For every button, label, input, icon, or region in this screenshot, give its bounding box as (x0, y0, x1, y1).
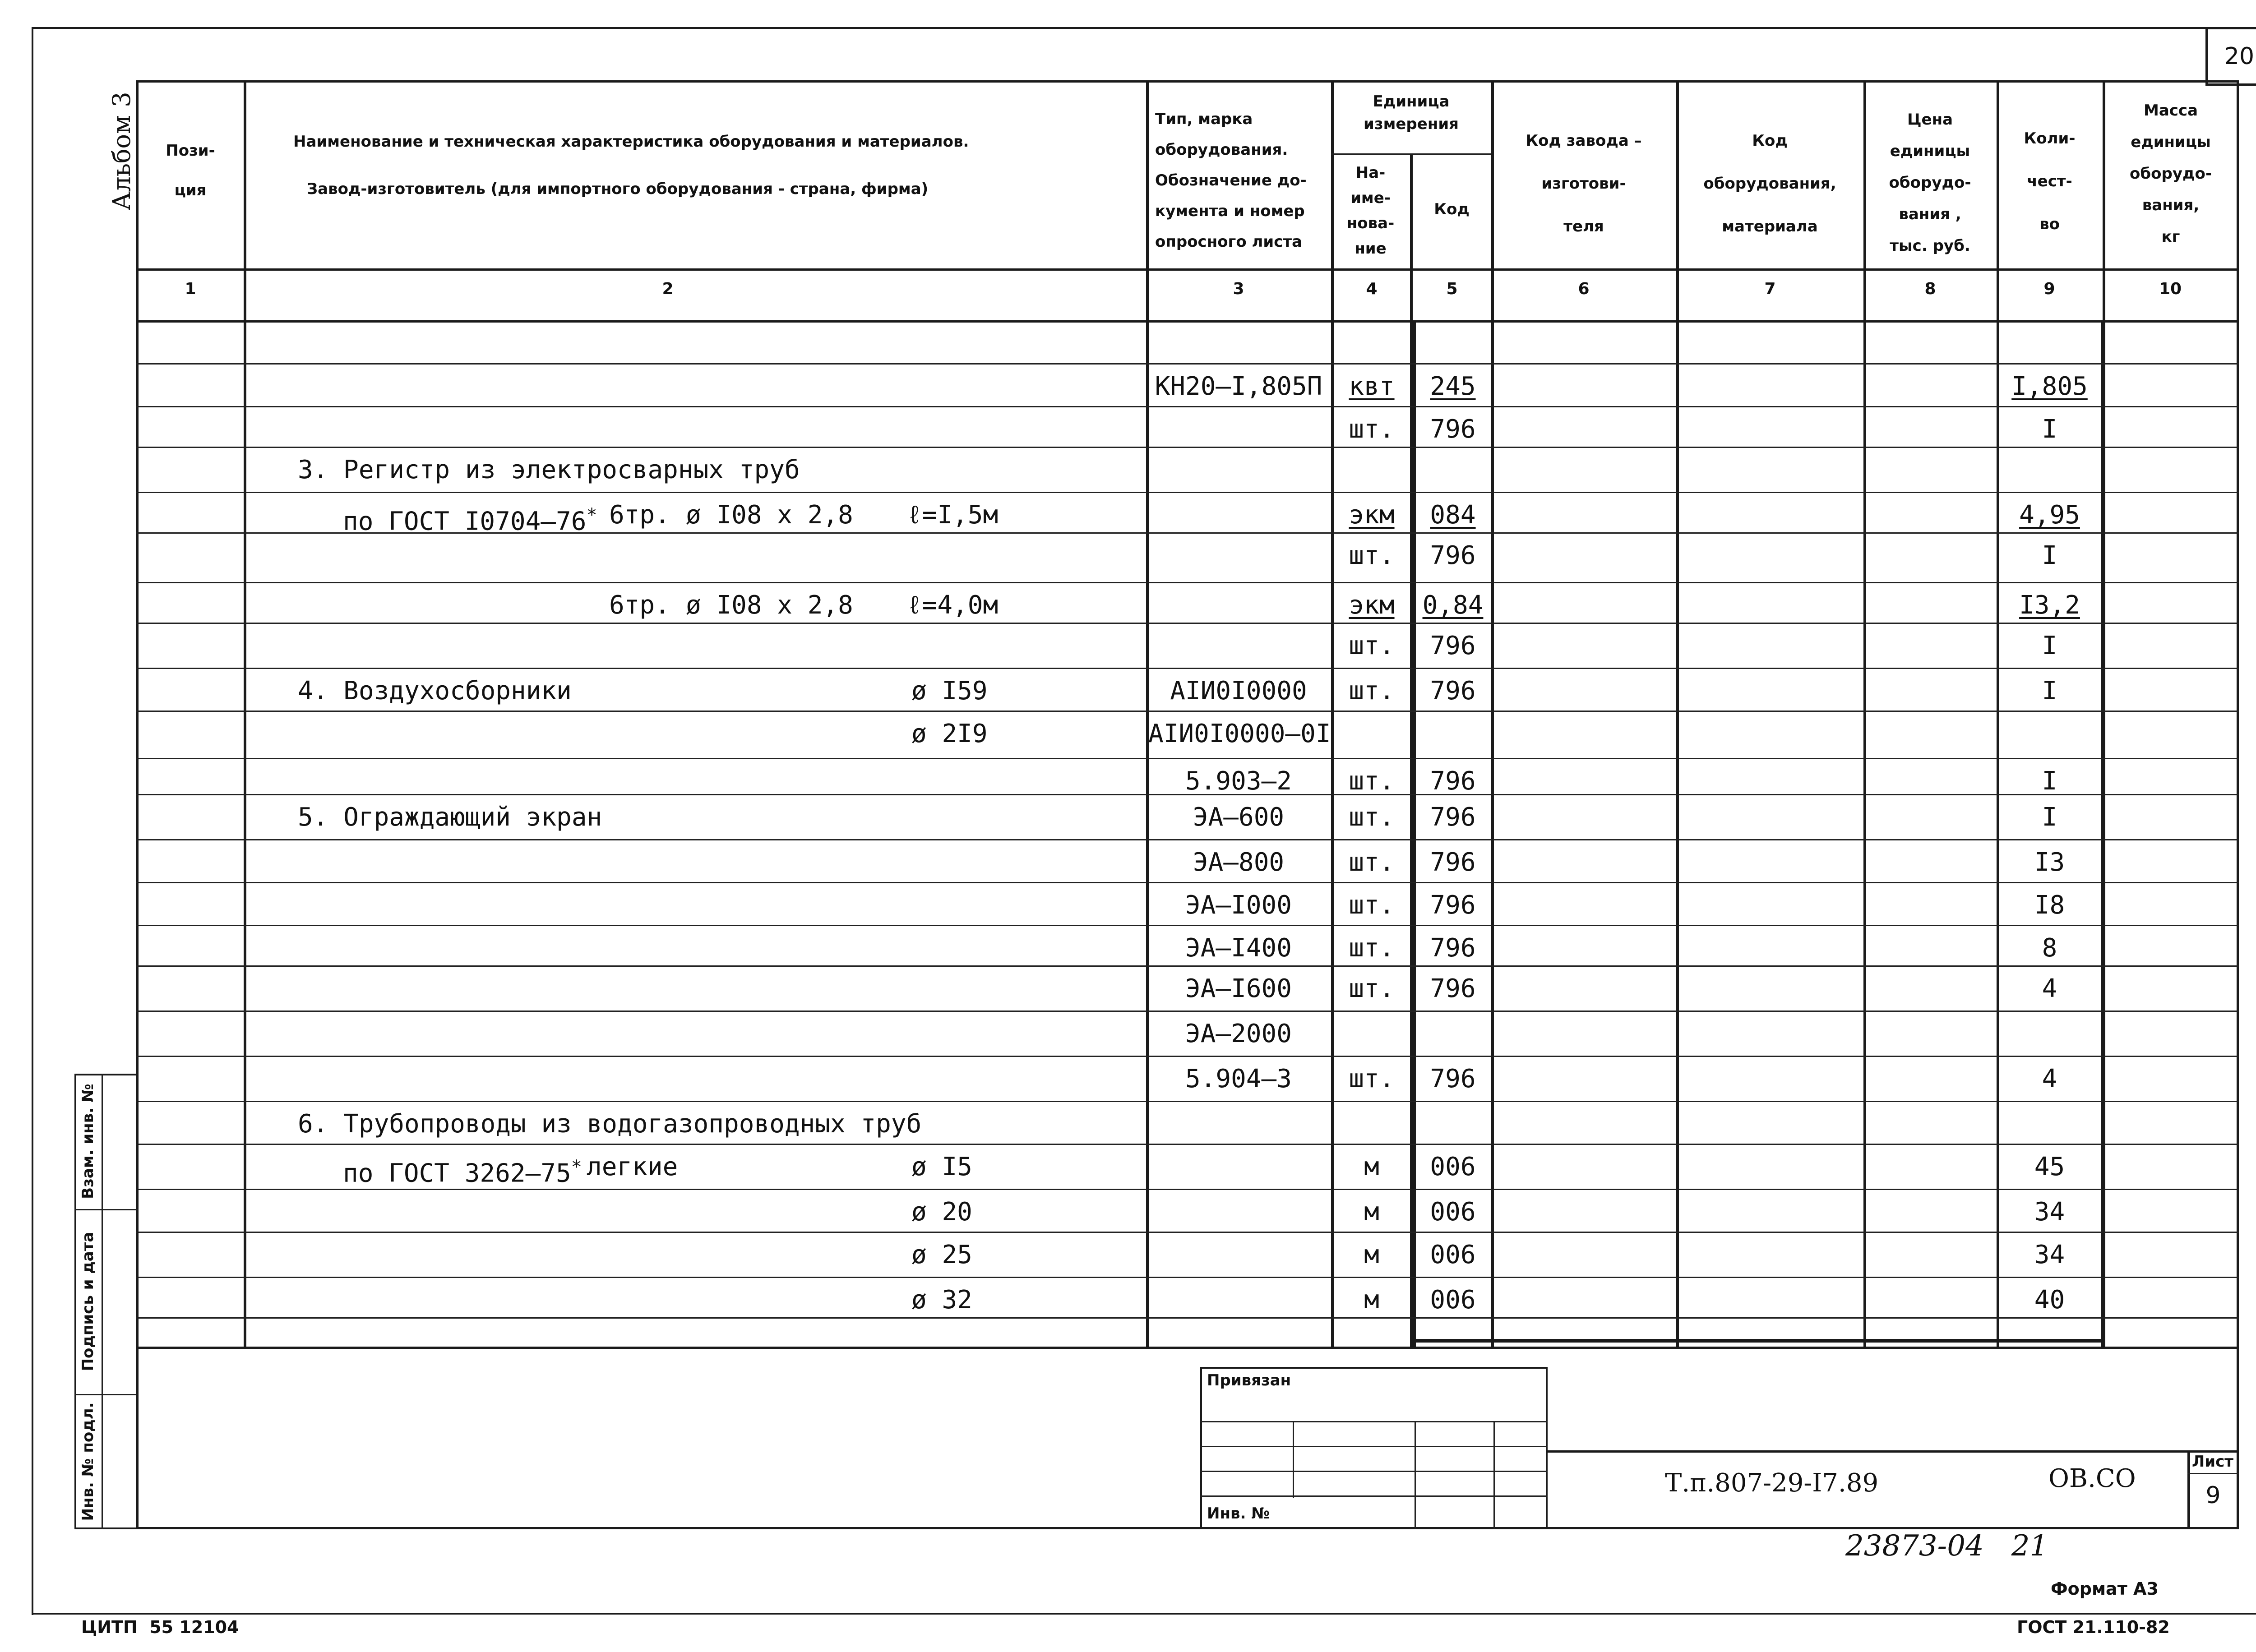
unit-cell: шт. (1349, 631, 1395, 660)
diameter-icon: ø (911, 1152, 942, 1181)
item-name-text: по ГОСТ I0704–76 (343, 507, 587, 536)
privyazan-line-3 (1200, 1471, 1548, 1472)
diameter-icon: ø (911, 1285, 942, 1315)
colnum-9: 9 (2043, 280, 2055, 298)
unit-code-cell: 006 (1430, 1197, 1476, 1227)
quantity-cell: I (2042, 631, 2057, 660)
unit-code-cell: 796 (1430, 415, 1476, 444)
unit-cell: шт. (1349, 676, 1395, 706)
diameter-cell (686, 591, 889, 620)
item-name-text: по ГОСТ 3262–75 (343, 1158, 571, 1188)
side-label-inv: Инв. № подл. (79, 1402, 97, 1521)
row-line (136, 447, 2239, 448)
stamp-frame (136, 1347, 2239, 1529)
unit-cell: м (1364, 1152, 1379, 1181)
col-div-5 (1491, 80, 1494, 1349)
gost-label: ГОСТ 21.110-82 (2017, 1617, 2170, 1637)
unit-code-cell: 796 (1430, 933, 1476, 963)
diameter-cell (911, 1286, 1114, 1315)
header-unit-name: На- име- нова- ние (1346, 164, 1395, 258)
unit-cell: шт. (1349, 766, 1395, 796)
album-label: Альбом 3 (107, 92, 136, 211)
unit-code-cell: 796 (1430, 631, 1476, 660)
unit-code-cell: 796 (1430, 676, 1476, 706)
row-line (136, 711, 2239, 712)
code-col-bold (1412, 320, 1416, 1349)
title-top (1548, 1450, 2239, 1453)
colnum-5: 5 (1446, 280, 1458, 298)
row-line (136, 406, 2239, 407)
sheet-label-line (2187, 1473, 2239, 1474)
unit-cell: шт. (1349, 974, 1395, 1003)
item-name: 4. Воздухосборники (298, 676, 572, 706)
quantity-cell: I (2042, 415, 2057, 444)
type-cell: ЭА–600 (1193, 803, 1285, 832)
unit-cell: квт (1349, 372, 1395, 401)
unit-code-cell: 796 (1430, 848, 1476, 877)
diameter-value: 2I9 (942, 719, 988, 748)
row-line (136, 1101, 2239, 1102)
row-line (136, 1277, 2239, 1278)
privyazan-line-2 (1200, 1446, 1548, 1447)
diameter-value: 32 (942, 1285, 972, 1315)
unit-cell: шт. (1349, 1064, 1395, 1094)
colnum-1: 1 (185, 280, 196, 298)
item-name: легкие (587, 1152, 678, 1181)
side-label-vzam: Взам. инв. № (79, 1084, 97, 1199)
header-factory-code: Код завода – изготови- теля (1526, 132, 1642, 235)
unit-code-cell: 006 (1430, 1240, 1476, 1269)
diameter-icon: ø (911, 676, 942, 706)
side-div-v (102, 1074, 103, 1529)
unit-cell: экм (1349, 591, 1395, 620)
unit-code-cell: 796 (1430, 541, 1476, 570)
quantity-cell: I3,2 (2019, 591, 2080, 620)
revision-mark: * (586, 505, 597, 526)
diameter-value: I08 х 2,8 (716, 500, 853, 530)
diameter-icon: ø (686, 591, 717, 620)
handwritten-number: 23873-04 21 (1845, 1529, 2048, 1563)
quantity-cell: 4 (2042, 1064, 2057, 1094)
diameter-cell (911, 1198, 1114, 1227)
row-line (136, 1144, 2239, 1145)
header-pos: Пози- ция (166, 142, 215, 199)
header-unit-group: Единица измерения (1364, 92, 1459, 133)
unit-group-divider (1331, 153, 1491, 155)
colnum-6: 6 (1578, 280, 1590, 298)
unit-cell: шт. (1349, 541, 1395, 570)
inv-no-label: Инв. № (1207, 1504, 1270, 1523)
unit-code-cell: 006 (1430, 1285, 1476, 1315)
header-mass: Масса единицы оборудо- вания, кг (2130, 102, 2212, 246)
doc-designation: Т.п.807-29-I7.89 (1665, 1468, 1879, 1498)
item-name: 3. Регистр из электросварных труб (298, 455, 800, 485)
unit-code-cell: 0,84 (1422, 591, 1484, 620)
printer-label: ЦИТП 55 12104 (81, 1617, 239, 1637)
type-cell: ЭА–2000 (1185, 1019, 1292, 1048)
diameter-value: I59 (942, 676, 988, 706)
unit-code-cell: 084 (1430, 500, 1476, 530)
diameter-cell (686, 501, 889, 530)
header-price: Цена единицы оборудо- вания , тыс. руб. (1889, 111, 1971, 255)
frame-top (32, 27, 2206, 29)
row-line (136, 623, 2239, 624)
diameter-cell (911, 720, 1114, 748)
header-bottom (136, 268, 2239, 271)
row-line (136, 839, 2239, 840)
quantity-cell: I,805 (2011, 372, 2088, 401)
diameter-icon: ø (911, 1240, 942, 1269)
header-name-line1: Наименование и техническая характеристика оборудования и материалов. (293, 133, 969, 151)
length-cell: ℓ=4,0м (907, 591, 999, 620)
frame-bottom (32, 1613, 2256, 1615)
colnum-7: 7 (1764, 280, 1776, 298)
diameter-value: 20 (942, 1197, 972, 1227)
unit-code-cell: 006 (1430, 1152, 1476, 1181)
col-div-1 (244, 80, 246, 1349)
format-label: Формат А3 (2051, 1579, 2159, 1599)
revision-mark: * (571, 1157, 582, 1177)
col-div-2 (1146, 80, 1149, 1349)
quantity-cell: I3 (2034, 848, 2065, 877)
type-cell: 5.904–3 (1185, 1064, 1292, 1094)
header-qty: Коли- чест- во (2024, 129, 2076, 233)
header-equip-code: Код оборудования, материала (1703, 132, 1836, 235)
colnum-bottom (136, 320, 2239, 323)
diameter-value: 25 (942, 1240, 972, 1269)
length-cell: ℓ=I,5м (907, 500, 999, 530)
type-cell: АIИ0I0000 (1170, 676, 1307, 706)
quantity-cell: 8 (2042, 933, 2057, 963)
colnum-3: 3 (1233, 280, 1244, 298)
row-line (136, 668, 2239, 669)
row-line (136, 965, 2239, 967)
data-bottom-bold (1412, 1339, 2103, 1343)
unit-cell: м (1364, 1197, 1379, 1227)
unit-cell: шт. (1349, 933, 1395, 963)
unit-code-cell: 245 (1430, 372, 1476, 401)
unit-code-cell: 796 (1430, 1064, 1476, 1094)
quantity-cell: I8 (2034, 891, 2065, 920)
privyazan-v3 (1493, 1421, 1495, 1529)
quantity-cell: 4,95 (2019, 500, 2080, 530)
col-div-6 (1676, 80, 1679, 1349)
unit-code-cell: 796 (1430, 803, 1476, 832)
sheet-label: Лист (2192, 1453, 2233, 1471)
row-line (136, 363, 2239, 365)
quantity-cell: 40 (2034, 1285, 2065, 1315)
unit-cell: шт. (1349, 415, 1395, 444)
privyazan-v1 (1293, 1421, 1294, 1498)
header-type: Тип, марка оборудования. Обозначение до- кумента и номер опросного листа (1155, 110, 1307, 251)
row-line (136, 925, 2239, 926)
page-number: 20 (2224, 43, 2255, 70)
sheet-number: 9 (2205, 1482, 2221, 1509)
type-cell: ЭА–I600 (1185, 974, 1292, 1003)
unit-cell: шт. (1349, 891, 1395, 920)
unit-code-cell: 796 (1430, 766, 1476, 796)
unit-code-cell: 796 (1430, 891, 1476, 920)
unit-code-cell: 796 (1430, 974, 1476, 1003)
unit-cell: м (1364, 1240, 1379, 1269)
quantity-cell: 34 (2034, 1240, 2065, 1269)
header-unit-code: Код (1434, 200, 1470, 218)
colnum-4: 4 (1366, 280, 1378, 298)
quantity-cell: 45 (2034, 1152, 2065, 1181)
quantity-cell: 34 (2034, 1197, 2065, 1227)
privyazan-v2 (1415, 1421, 1416, 1529)
type-cell: 5.903–2 (1185, 766, 1292, 796)
item-name: 5. Ограждающий экран (298, 803, 602, 832)
type-cell: КН20–I,805П (1155, 372, 1322, 401)
frame-left (32, 27, 33, 1615)
type-cell: ЭА–800 (1193, 848, 1285, 877)
side-div-1 (74, 1209, 139, 1210)
type-cell: АIИ0I0000–0I (1148, 719, 1331, 748)
quantity-cell: I (2042, 676, 2057, 706)
doc-code: ОВ.СО (2048, 1464, 2136, 1493)
colnum-10: 10 (2159, 280, 2182, 298)
row-line (136, 1189, 2239, 1190)
diameter-cell (911, 1241, 1114, 1269)
privyazan-line-4 (1200, 1495, 1548, 1497)
privyazan-label: Привязан (1207, 1371, 1291, 1389)
item-name: 6. Трубопроводы из водогазопроводных труб (298, 1109, 922, 1139)
header-name-line2: Завод-изготовитель (для импортного оборудования - страна, фирма) (307, 180, 929, 198)
quantity-cell: I (2042, 541, 2057, 570)
quantity-cell: I (2042, 766, 2057, 796)
item-name: 6тр. (609, 500, 670, 530)
row-line (136, 492, 2239, 493)
diameter-icon: ø (911, 1197, 942, 1227)
row-line (136, 1011, 2239, 1012)
diameter-cell (911, 1153, 1114, 1181)
diameter-icon: ø (911, 719, 942, 748)
privyazan-line-1 (1200, 1421, 1548, 1422)
quantity-cell: 4 (2042, 974, 2057, 1003)
unit-cell: экм (1349, 500, 1395, 530)
quantity-cell: I (2042, 803, 2057, 832)
row-line (136, 1232, 2239, 1233)
unit-cell: шт. (1349, 848, 1395, 877)
item-name: 6тр. (609, 591, 670, 620)
diameter-value: I08 х 2,8 (716, 591, 853, 620)
diameter-icon: ø (686, 500, 717, 530)
row-line (136, 1317, 2239, 1319)
row-line (136, 882, 2239, 883)
diameter-value: I5 (942, 1152, 972, 1181)
unit-cell: м (1364, 1285, 1379, 1315)
row-line (136, 758, 2239, 759)
colnum-8: 8 (1924, 280, 1936, 298)
side-label-podpis: Подпись и дата (79, 1232, 97, 1371)
colnum-2: 2 (662, 280, 674, 298)
row-line (136, 1056, 2239, 1057)
row-line (136, 582, 2239, 583)
type-cell: ЭА–I400 (1185, 933, 1292, 963)
unit-cell: шт. (1349, 803, 1395, 832)
type-cell: ЭА–I000 (1185, 891, 1292, 920)
diameter-cell (911, 677, 1114, 706)
col-div-7 (1863, 80, 1866, 1349)
qty-col-bold (2101, 320, 2104, 1349)
